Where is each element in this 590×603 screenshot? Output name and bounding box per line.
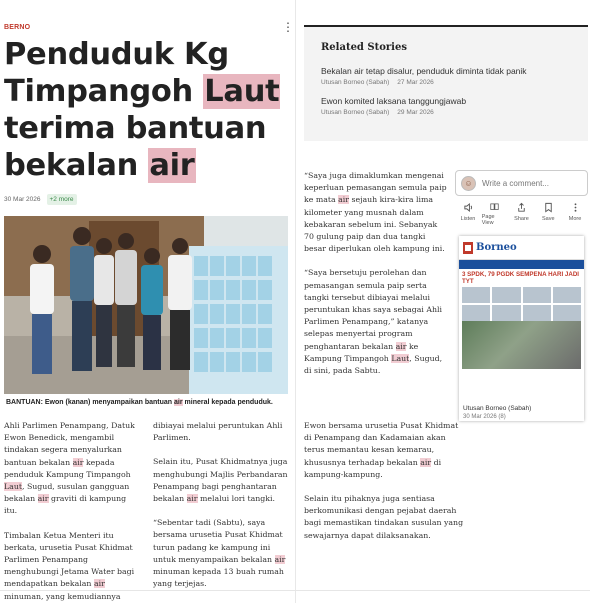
paragraph: “Saya bersetuju perolehan dan pemasangan semula paip serta tangki tersebut dibiayai melalui peruntukan khas saya sebagai Ahli Parlimen Penampang,” katanya selepas menyertai program penghantaran bekalan air ke Kampung Timpangoh Laut, Sugud, di sini, pada Sabtu. xyxy=(304,268,443,376)
photo-caption: BANTUAN: Ewon (kanan) menyampaikan bantuan air mineral kepada penduduk. xyxy=(6,399,273,406)
share-button[interactable]: Share xyxy=(509,202,535,226)
article-toolbar xyxy=(455,202,588,226)
epaper-source: Utusan Borneo (Sabah) xyxy=(463,405,532,412)
epaper-thumbnail[interactable] xyxy=(459,236,584,421)
more-tags-badge[interactable]: +2 more xyxy=(47,194,77,205)
paragraph: Ahli Parlimen Penampang, Datuk Ewon Benedick, mengambil tindakan segera menyalurkan bantuan bekalan air kepada penduduk Kampung Timpangoh Laut, Sugud, susulan gangguan bekalan air graviti di kampung itu. xyxy=(4,421,135,516)
related-story-title[interactable]: Ewon komited laksana tanggungjawab xyxy=(321,96,467,106)
share-icon xyxy=(516,202,527,213)
epaper-portrait-grid xyxy=(459,287,584,321)
article-photo xyxy=(4,216,288,394)
book-icon xyxy=(489,202,500,211)
epaper-headline: 3 SPDK, 79 PGDK SEMPENA HARI JADI TYT xyxy=(462,271,580,285)
related-stories-panel xyxy=(304,25,588,141)
article-date: 30 Mar 2026 xyxy=(4,196,41,203)
article-body-col-a xyxy=(4,420,140,603)
article-body-col-b xyxy=(153,420,289,602)
epaper-photo xyxy=(462,321,581,369)
paragraph: “Sebentar tadi (Sabtu), saya bersama urusetia Pusat Khidmat turun padang ke kampung ini untuk menyampaikan bekalan air minuman kepada 13 buah rumah yang terjejas. xyxy=(153,518,286,589)
article-dateline xyxy=(4,194,77,205)
listen-button[interactable]: Listen xyxy=(455,202,481,226)
headline-highlight: Laut xyxy=(204,74,280,109)
paragraph: “Saya juga dimaklumkan mengenai keperluan pemasangan semula paip ke mata air sejauh kira-kira lima kilometer yang musnah dalam kebakaran sebelum ini. Sebanyak 70 gulung paip dan dua tangki besar diperlukan oleh kampung ini. xyxy=(304,171,447,254)
footer-divider xyxy=(0,590,590,591)
paragraph: Selain itu pihaknya juga sentiasa berkomunikasi dengan pejabat daerah bagi memastikan tindakan susulan yang sewajarnya dapat dilaksanakan. xyxy=(304,494,464,540)
related-story-meta: Utusan Borneo (Sabah) 27 Mar 2026 xyxy=(321,79,434,86)
paragraph: Ewon bersama urusetia Pusat Khidmat di Penampang dan Kadamaian akan terus memantau kesan kemarau, khususnya terhadap bekalan air di kampung-kampung. xyxy=(304,421,459,479)
article-body-col-d xyxy=(304,420,464,554)
bookmark-icon xyxy=(543,202,554,213)
brand-logo[interactable]: BERNO xyxy=(4,24,31,31)
related-stories-title: Related Stories xyxy=(321,42,407,53)
article-body-col-c xyxy=(304,170,448,389)
comment-placeholder: Write a comment... xyxy=(482,178,549,188)
user-avatar-icon: ☺ xyxy=(461,176,476,191)
more-options-icon[interactable]: ⋮ xyxy=(282,20,294,34)
more-button[interactable]: More xyxy=(562,202,588,226)
headline-highlight: air xyxy=(149,148,195,183)
paragraph: dibiayai melalui peruntukan Ahli Parlimen. xyxy=(153,421,283,443)
comment-input[interactable] xyxy=(455,170,588,196)
epaper-masthead: Borneo xyxy=(459,236,584,260)
paragraph: Selain itu, Pusat Khidmatnya juga menghubungi Majlis Perbandaran Penampang bagi penghantaran bekalan air melalui lori tangki. xyxy=(153,457,288,504)
epaper-banner xyxy=(459,260,584,269)
page-view-button[interactable]: Page View xyxy=(482,202,508,226)
save-button[interactable]: Save xyxy=(535,202,561,226)
article-headline: Penduduk Kg Timpangoh Laut terima bantuan bekalan air xyxy=(4,37,280,183)
masthead-logo-icon xyxy=(463,242,473,254)
more-vertical-icon xyxy=(570,202,581,213)
related-story-meta: Utusan Borneo (Sabah) 29 Mar 2026 xyxy=(321,109,434,116)
related-story[interactable] xyxy=(321,65,571,86)
speaker-icon xyxy=(463,202,474,213)
related-story-title[interactable]: Bekalan air tetap disalur, penduduk diminta tidak panik xyxy=(321,66,527,76)
related-story[interactable] xyxy=(321,95,571,116)
paragraph: Timbalan Ketua Menteri itu berkata, urusetia Pusat Khidmat Parlimen Penampang menghubungi Jetama Water bagi mendapatkan bekalan air minuman, yang kemudiannya xyxy=(4,530,135,601)
photo-illustration xyxy=(4,216,288,394)
epaper-date: 30 Mar 2026 (8) xyxy=(463,414,506,420)
